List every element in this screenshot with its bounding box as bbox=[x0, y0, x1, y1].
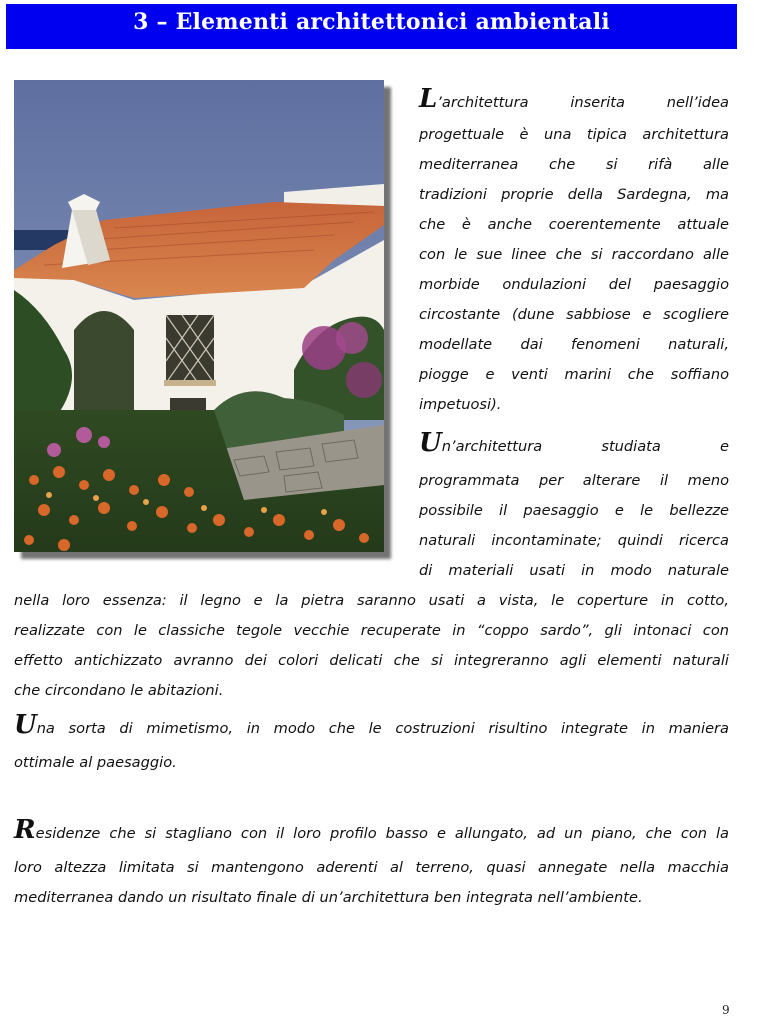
text-line: naturali incontaminate; quindi ricerca bbox=[419, 532, 729, 549]
paragraph-3 bbox=[14, 712, 729, 778]
text-line: piogge e venti marini che soffiano bbox=[419, 366, 729, 383]
house-photo bbox=[14, 80, 384, 552]
text-line: esidenze che si stagliano con il loro profilo basso e allungato, ad un piano, che con la bbox=[35, 825, 729, 842]
page-number: 9 bbox=[722, 1003, 730, 1017]
text-line: ’architettura inserita nell’idea bbox=[437, 94, 729, 111]
paragraph-1 bbox=[419, 84, 729, 114]
text-line: con le sue linee che si raccordano alle bbox=[419, 246, 729, 263]
text-line: progettuale è una tipica architettura bbox=[419, 126, 729, 143]
text-line: modellate dai fenomeni naturali, bbox=[419, 336, 729, 353]
text-line: di materiali usati in modo naturale bbox=[419, 562, 729, 579]
text-line: possibile il paesaggio e le bellezze bbox=[419, 502, 729, 519]
text-line: circostante (dune sabbiose e scogliere bbox=[419, 306, 729, 323]
paragraph-2 bbox=[419, 430, 729, 456]
drop-cap: U bbox=[14, 710, 37, 740]
text-line: nella loro essenza: il legno e la pietra saranno usati a vista, le coperture in cotto, bbox=[14, 592, 729, 609]
text-line: che è anche coerentemente attuale bbox=[419, 216, 729, 233]
text-line: mediterranea dando un risultato finale di un’architettura ben integrata nell’ambiente. bbox=[14, 889, 643, 906]
drop-cap: L bbox=[419, 84, 438, 114]
text-line: mediterranea che si rifà alle bbox=[419, 156, 729, 173]
section-title: 3 – Elementi architettonici ambientali bbox=[6, 4, 737, 49]
text-line: effetto antichizzato avranno dei colori delicati che si integreranno agli elementi naturali bbox=[14, 652, 729, 669]
text-line: che circondano le abitazioni. bbox=[14, 682, 224, 699]
paragraph-1-body bbox=[419, 120, 729, 420]
drop-cap: U bbox=[419, 428, 442, 458]
text-line: n’architettura studiata e bbox=[441, 438, 729, 455]
paragraph-4 bbox=[14, 817, 729, 913]
text-line: realizzate con le classiche tegole vecchie recuperate in “coppo sardo”, gli intonaci con bbox=[14, 622, 729, 639]
text-line: tradizioni proprie della Sardegna, ma bbox=[419, 186, 729, 203]
text-line: morbide ondulazioni del paesaggio bbox=[419, 276, 729, 293]
drop-cap: R bbox=[14, 815, 36, 845]
paragraph-2-body bbox=[419, 466, 729, 586]
text-line: na sorta di mimetismo, in modo che le costruzioni risultino integrate in maniera bbox=[36, 720, 729, 737]
text-line: impetuosi). bbox=[419, 396, 502, 413]
text-line: loro altezza limitata si mantengono aderenti al terreno, quasi annegate nella macchia bbox=[14, 859, 729, 876]
text-line: programmata per alterare il meno bbox=[419, 472, 729, 489]
text-line: ottimale al paesaggio. bbox=[14, 754, 177, 771]
paragraph-2-full bbox=[14, 586, 729, 706]
